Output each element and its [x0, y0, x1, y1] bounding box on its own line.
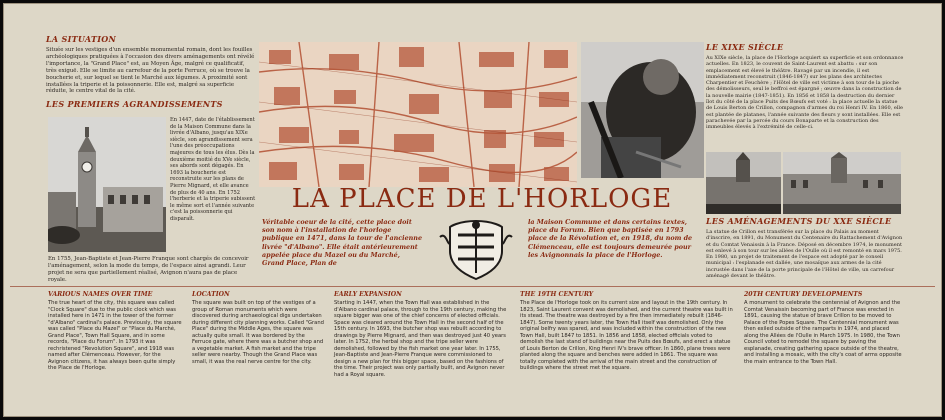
english-text-2: The square was built on top of the vestiges of a group of Roman monuments which were discovered during archaeological digs undertaken during different city planning works. Called "Grand Place" during the Middle Ages, the square was actually quite small. It was bordered by the Ferruce gate, where there was a butcher shop and a vegetable market. A fish market and the tripe seller were nearby. Though the Grand Place was small, it was the real nerve centre for the city.: [192, 300, 324, 365]
historic-map-engraving: [259, 42, 577, 187]
section-xx: [706, 216, 904, 279]
historic-square-photo-2: [783, 152, 901, 214]
situation-title: LA SITUATION: [46, 34, 117, 44]
xx-text: La statue de Crillon est transférée sur la place du Palais au moment d'inscrire, en 1891, du Monument du Centenaire du Rattachement d'Avignon et du Comtat Venaissin à la France. Déposé en décembre 1974, le monument est enlevé à son tour sur les allées de l'Oulle où il est remonté en mars 1975. En 1980, un projet de traitement de l'espace est adopté par le conseil municipal : l'esplanade est dallée, une mosaïque aux armes de la cité incrustée dans l'axe de la porte principale de l'Hôtel de ville, un carrefour aménagé devant le théâtre.: [706, 229, 903, 280]
english-text-4: The Place de l'Horloge took on its current size and layout in the 19th century. In 1823, Saint Laurent convent was demolished, and the current theatre was built in its stead. The theatre was destroyed by a fire then immediately rebuilt (1846-1847). Some twenty years later, the Town Hall itself was demolished. Only the original belfry was spared, and was included within the construction of the new Town Hall, built 1847 to 1851. In 1856 and 1858, elected officials voted to demolish the last stand of buildings near the Puits des Bœufs, and erect a statue of Louis Berton de Crillon, King Henri IV's brave officer. In 1860, plane trees were planted along the square and benches were added in 1861. The square was totally completed with the arrival of the main street and the construction of buildings where the street met the square.: [520, 300, 733, 371]
english-text-1: The true heart of the city, this square was called "Clock Square" due to the public clock which was installed here in 1471 in the tower of the former "d'Albano" cardinal's palace. Previously, the square was called "Place du Mazel" or "Place du Marché, Grand Place", Town Hall Square, and in some records, "Place du Forum". In 1793 it was rechristened "Revolution Square", and 1918 was named after Clémenceau. However, for the Avignon citizens, it has always been quite simply the Place de l'Horloge.: [48, 300, 182, 371]
english-text-3: Starting in 1447, when the Town Hall was established in the d'Albano cardinal palace, through to the 19th century, making the square bigger was one of the chief concerns of elected officials. Space was cleared around the Town Hall in the second half of the 15th century. In 1693, the butcher shop was rebuilt according to drawings by Pierre Mignard, and then was destroyed just 40 years later. In 1752, the herbal shop and the tripe seller were demolished, followed by the fish market one year later. In 1755, Jean-Baptiste and Jean-Pierre Franque were commissioned to design a new plan for this bigger space, based on the fashions of the time. Their project was only partially built, and Avignon never had a Royal square.: [334, 300, 507, 378]
english-title-3: EARLY EXPANSION: [334, 291, 402, 298]
english-col-4: [520, 291, 734, 372]
english-text-5: A monument to celebrate the centennial of Avignon and the Comtat Venaissin becoming part of France was erected in 1891, causing the statue of brave Crillon to be moved to Palace of the Popes Square. The Centennial monument was then exiled outside of the ramparts in 1974, and placed along the Allées de l'Oulle in March 1975. In 1980, the Town Council voted to remodel the square by paving the esplanade, creating gathering space outside of the theatre, and installing a mosaic, with the city's coat of arms opposite the main entrance to the Town Hall.: [744, 300, 902, 365]
xx-title: LES AMÉNAGEMENTS DU XXE SIÈCLE: [706, 216, 892, 226]
situation-text: Située sur les vestiges d'un ensemble monumental romain, dont les fouilles archéologiques pratiquées à l'occasion des divers aménagements ont révélé l'importance, la "Grand Place" est, au Moyen Âge, malgré ce qualificatif, très exiguë. Elle se limite au carrefour de la porte Ferruce, où se trouve la boucherie et, sur lequel se tient le Marché aux légumes. A proximité sont installées la triperie et la poissonnerie. Elle est, malgré sa superficie réduite, le centre vital de la cité.: [46, 47, 255, 95]
main-title: LA PLACE DE L'HORLOGE: [291, 184, 673, 214]
agrandissements-text: En 1447, date de l'établissement de la Maison Commune dans la livrée d'Albano, jusqu'au XIXe siècle, son agrandissement sera l'une des préoccupations majeures de tous les élus. Dès la deuxième moitié du XVe siècle, ses abords sont dégagés. En 1693 la boucherie est reconstruite sur les plans de Pierre Mignard, et elle avance de plus de 40 ans. En 1752 l'herberie et la triperie subissent le même sort et l'année suivante c'est la poissonnerie qui disparaît.: [170, 117, 256, 222]
section-divider: [10, 286, 935, 287]
clock-mechanism-photo: [581, 42, 704, 178]
english-title-1: VARIOUS NAMES OVER TIME: [48, 291, 153, 298]
section-xix: [706, 42, 904, 131]
agrandissements-text-2: En 1755, Jean-Baptiste et Jean-Pierre Franque sont chargés de concevoir l'aménagement, selon la mode du temps, de l'espace ainsi agrandi. Leur projet ne sera que partiellement réalisé, Avignon n'aura pas de place royale.: [48, 256, 249, 283]
section-situation: [46, 34, 256, 95]
intro-left: Véritable coeur de la cité, cette place doit son nom à l'installation de l'horloge publique en 1471, dans la tour de l'ancienne livrée "d'Albano". Elle était antérieurement appelée place du Mazel ou du Marché, Grand Place, Plan de: [262, 218, 423, 268]
xix-text: Au XIXe siècle, la place de l'Horloge acquiert sa superficie et son ordonnance actuelles. En 1823, le couvent de Saint-Laurent est abattu : sur son emplacement est élevé le théâtre. Ravagé par un incendie, il est immédiatement reconstruit (1846-1847) sur les plans des architectes Charpentier et Feuchère ; l'Hôtel de ville est victime à son tour de la pioche des démolisseurs, seul le beffroi est épargné ; œuvre dans la construction de la nouvelle mairie (1847-1851). En 1856 et 1858 la destruction du dernier îlot du côté de la place Puits des Bœufs est voté : la place actuelle la statue de Louis Berton de Crillon, compagnon d'armes du roi Henri IV. En 1860, elle est plantée de platanes, l'année suivante des fleurs y sont installées. Elle est parachevée par la percée du cours Bonaparte et la construction des immeubles élevés à l'extrémité de celle-ci.: [706, 55, 904, 131]
agrandissements-title: LES PREMIERS AGRANDISSEMENTS: [46, 99, 223, 109]
clock-tower-photo: [48, 117, 166, 252]
section-agrandissements: [46, 99, 256, 109]
information-panel: [3, 3, 942, 417]
english-col-3: [334, 291, 510, 378]
historic-square-photo-1: [706, 152, 781, 214]
english-col-1: [48, 291, 182, 372]
intro-right: la Maison Commune et dans certains textes, place du Forum. Bien que baptisée en 1793 place de la Révolution et, en 1918, du nom de Clémenceau, elle est toujours demeurée pour les Avignonnais la place de l'Horloge.: [528, 218, 693, 259]
xix-title: LE XIXE SIÈCLE: [706, 42, 784, 52]
english-col-2: [192, 291, 324, 365]
english-title-2: LOCATION: [192, 291, 230, 298]
english-col-5: [744, 291, 904, 365]
english-title-4: THE 19TH CENTURY: [520, 291, 594, 298]
city-coat-of-arms: [436, 217, 516, 281]
english-title-5: 20TH CENTURY DEVELOPMENTS: [744, 291, 863, 298]
